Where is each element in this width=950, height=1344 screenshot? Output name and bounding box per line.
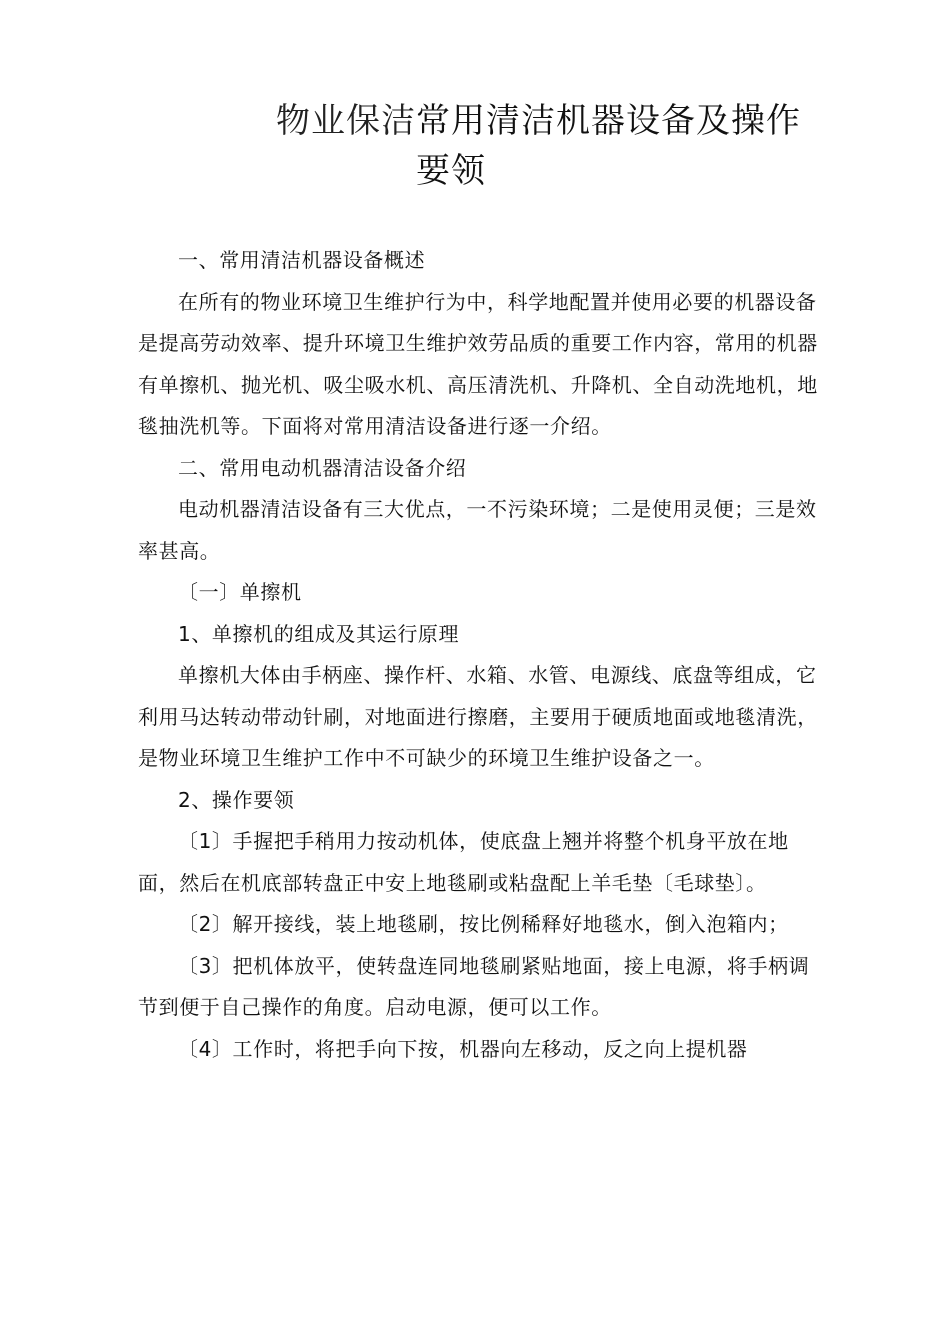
section-heading: 二、常用电动机器清洁设备介绍 <box>178 455 467 480</box>
subsection-heading: 〔一〕单擦机 <box>178 580 302 604</box>
paragraph: 〔3〕把机体放平，使转盘连同地毯刷紧贴地面，接上电源，将手柄调节到便于自己操作的角度。启动电源，便可以工作。 <box>138 953 810 1019</box>
paragraph: 单擦机大体由手柄座、操作杆、水箱、水管、电源线、底盘等组成，它利用马达转动带动针刷，对地面进行擦磨，主要用于硬质地面或地毯清洗，是物业环境卫生维护工作中不可缺少的环境卫生维护设备之一。 <box>138 663 818 770</box>
document-body <box>138 240 828 1070</box>
subsection-heading: 1、单擦机的组成及其运行原理 <box>178 621 460 646</box>
subsection-heading: 2、操作要领 <box>178 787 295 812</box>
section-heading: 一、常用清洁机器设备概述 <box>178 248 426 272</box>
paragraph: 〔1〕手握把手稍用力按动机体，使底盘上翘并将整个机身平放在地面，然后在机底部转盘正中安上地毯刷或粘盘配上羊毛垫〔毛球垫〕。 <box>138 829 789 895</box>
paragraph: 在所有的物业环境卫生维护行为中，科学地配置并使用必要的机器设备是提高劳动效率、提升环境卫生维护效劳品质的重要工作内容，常用的机器有单擦机、抛光机、吸尘吸水机、高压清洗机、升降机、全自动洗地机，地毯抽洗机等。下面将对常用清洁设备进行逐一介绍。 <box>138 289 818 438</box>
title-main: 常用清洁机器设备及操作 <box>416 101 801 141</box>
document-title <box>276 96 836 196</box>
paragraph: 〔4〕工作时，将把手向下按，机器向左移动，反之向上提机器 <box>178 1036 748 1061</box>
paragraph: 电动机器清洁设备有三大优点，一不污染环境；二是使用灵便；三是效率甚高。 <box>138 497 817 563</box>
paragraph: 〔2〕解开接线，装上地毯刷，按比例稀释好地毯水，倒入泡箱内； <box>178 912 789 936</box>
title-line-2: 要领 <box>416 151 486 191</box>
title-prefix: 物业保洁 <box>276 101 416 141</box>
